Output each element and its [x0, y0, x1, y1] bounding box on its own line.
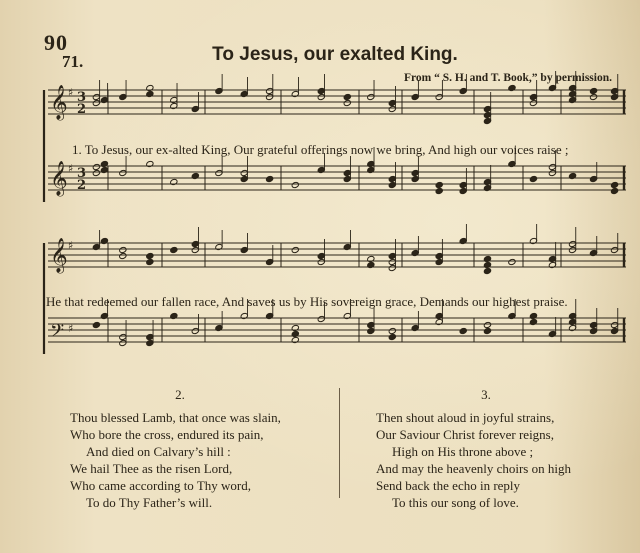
note-head	[291, 246, 299, 253]
note-head	[146, 84, 154, 91]
sharp-key-signature: ♯	[68, 86, 74, 99]
note-head	[483, 267, 491, 274]
note-head	[146, 258, 154, 265]
sharp-key-signature: ♯	[68, 239, 74, 252]
verse-line: And may the heavenly choirs on high	[376, 461, 571, 476]
treble-clef: 𝄞	[50, 161, 68, 196]
treble-clef: 𝄞	[50, 238, 68, 273]
note-head	[170, 312, 178, 319]
note-head	[291, 330, 299, 337]
note-head	[170, 246, 178, 253]
note-head	[610, 181, 618, 188]
verse-divider	[339, 388, 340, 498]
sharp-key-signature: ♯	[68, 322, 74, 335]
note-head	[100, 166, 108, 173]
note-head	[100, 160, 108, 167]
note-head	[435, 187, 443, 194]
note-head	[367, 261, 375, 268]
verse-2	[70, 386, 290, 511]
verse-number: 3.	[481, 387, 491, 402]
note-head	[508, 84, 516, 91]
note-head	[92, 163, 100, 170]
note-head	[483, 261, 491, 268]
note-head	[92, 169, 100, 176]
note-head	[291, 324, 299, 331]
note-head	[146, 252, 154, 259]
hymn-number: 71.	[62, 52, 84, 71]
verse-line: Who bore the cross, endured its pain,	[70, 427, 264, 442]
verse-line: Our Saviour Christ forever reigns,	[376, 427, 554, 442]
note-head	[529, 318, 537, 325]
note-head	[483, 327, 491, 334]
verse-line: Who came according to Thy word,	[70, 478, 251, 493]
note-head	[367, 255, 375, 262]
verse-line: High on His throne above ;	[392, 444, 534, 459]
treble-clef: 𝄞	[50, 85, 68, 120]
note-head	[92, 321, 100, 328]
time-signature-bottom: 2	[77, 102, 87, 117]
time-signature-top: 3	[77, 90, 87, 105]
note-head	[589, 93, 597, 100]
note-head	[508, 258, 516, 265]
note-head	[266, 175, 274, 182]
note-head	[610, 187, 618, 194]
lyric-line-1: 1. To Jesus, our ex-alted King, Our grateful offerings now we bring, And high our voices raise ;	[72, 142, 569, 157]
note-head	[435, 181, 443, 188]
note-head	[343, 93, 351, 100]
note-head	[100, 237, 108, 244]
note-head	[529, 175, 537, 182]
note-head	[459, 327, 467, 334]
note-head	[119, 246, 127, 253]
note-head	[291, 181, 299, 188]
note-head	[343, 99, 351, 106]
note-head	[291, 336, 299, 343]
time-signature-bottom: 2	[77, 178, 87, 193]
note-head	[119, 252, 127, 259]
hymn-title: To Jesus, our exalted King.	[212, 44, 458, 65]
verse-line: To do Thy Father’s will.	[86, 495, 213, 510]
note-head	[388, 333, 396, 340]
note-head	[191, 172, 199, 179]
hymn-attribution: From “ S. H. and T. Book,” by permission.	[404, 72, 612, 84]
note-head	[483, 321, 491, 328]
note-head	[483, 255, 491, 262]
verse-line: And died on Calvary’s hill :	[86, 444, 231, 459]
verse-line: Then shout aloud in joyful strains,	[376, 410, 555, 425]
note-head	[529, 312, 537, 319]
note-head	[568, 172, 576, 179]
verse-number: 2.	[175, 387, 185, 402]
sharp-key-signature: ♯	[68, 162, 74, 175]
bass-clef: 𝄢	[50, 321, 65, 346]
note-head	[146, 160, 154, 167]
note-head	[388, 327, 396, 334]
note-head	[170, 178, 178, 185]
time-signature-top: 3	[77, 166, 87, 181]
verse-3	[376, 386, 596, 511]
page-number: 90	[44, 30, 68, 55]
verse-line: To this our song of love.	[392, 495, 519, 510]
verse-line: We hail Thee as the risen Lord,	[70, 461, 233, 476]
verse-line: Thou blessed Lamb, that once was slain,	[70, 410, 281, 425]
verse-line: Send back the echo in reply	[376, 478, 521, 493]
note-head	[146, 90, 154, 97]
note-head	[589, 87, 597, 94]
lyric-line-2: He that redeemed our fallen race, And saves us by His sovereign grace, Demands our highest praise.	[46, 294, 568, 309]
